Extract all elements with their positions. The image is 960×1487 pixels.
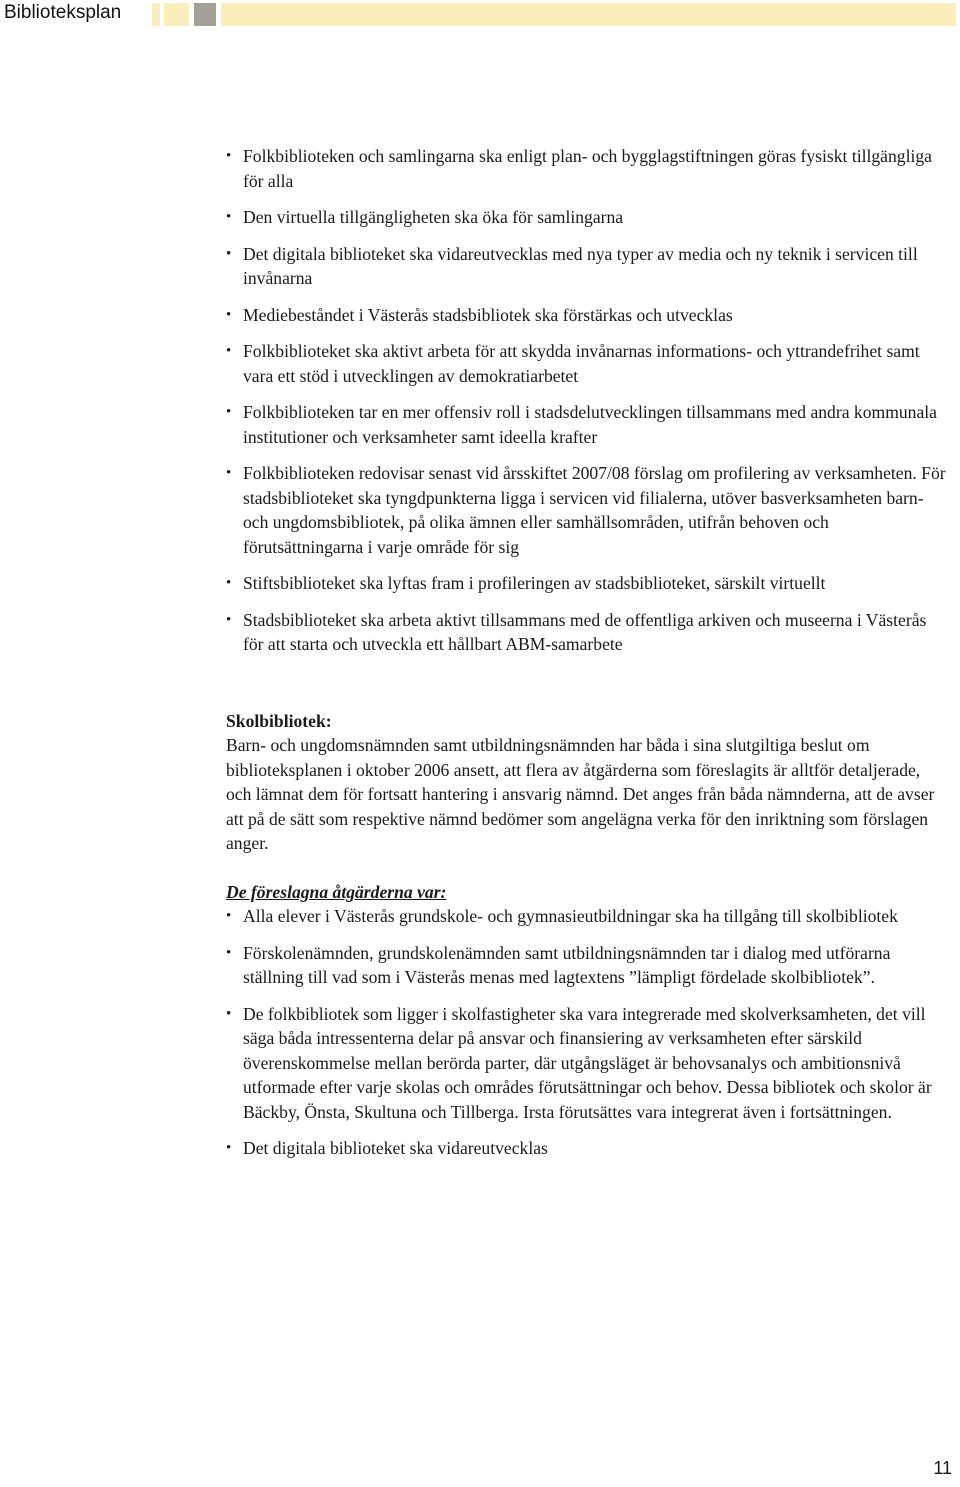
list-item: • De folkbibliotek som ligger i skolfastigheter ska vara integrerade med skolverksamheten, det vill säga båda intressenterna delar på ansvar och finansiering av verksamheten efter särskild överenskommelse mellan berörda parter, där utgångsläget är behovsanalys och ambitionsnivå utformade efter varje skolas och områdes förutsättningar och behov. Dessa bibliotek och skolor är Bäckby, Önsta, Skultuna och Tillberga. Irsta förutsättes vara integrerat även i fortsättningen.	[226, 1002, 946, 1125]
header-decor-bar	[152, 3, 160, 26]
list-item: • Den virtuella tillgängligheten ska öka för samlingarna	[226, 205, 946, 230]
section-paragraph: Barn- och ungdomsnämnden samt utbildningsnämnden har båda i sina slutgiltiga beslut om biblioteksplanen i oktober 2006 ansett, att flera av åtgärderna som föreslagits är alltför detaljerade, och lämnat dem för fortsatt hantering i ansvarig nämnd. Det anges från båda nämnderna, att de avser att på de sätt som respektive nämnd bedömer som angelägna verka för den inriktning som förslagen anger.	[226, 735, 935, 853]
page-number: 11	[933, 1458, 952, 1478]
header-decor-bar	[221, 3, 956, 26]
list-item: • Folkbiblioteket ska aktivt arbeta för att skydda invånarnas informations- och yttrandefrihet samt vara ett stöd i utvecklingen av demokratiarbetet	[226, 339, 946, 388]
list-item: • Alla elever i Västerås grundskole- och gymnasieutbildningar ska ha tillgång till skolbibliotek	[226, 904, 946, 929]
header-decor-bar	[164, 3, 189, 26]
list-item: • Folkbiblioteken tar en mer offensiv roll i stadsdelutvecklingen tillsammans med andra kommunala institutioner och verksamheter samt ideella krafter	[226, 400, 946, 449]
section-heading: Skolbibliotek:	[226, 710, 332, 731]
page-header	[0, 0, 960, 30]
folkbibliotek-goals-list	[226, 144, 946, 657]
list-item: • Stiftsbiblioteket ska lyftas fram i profileringen av stadsbiblioteket, särskilt virtuellt	[226, 571, 946, 596]
header-decor-square	[194, 3, 216, 26]
list-item: • Stadsbiblioteket ska arbeta aktivt tillsammans med de offentliga arkiven och museerna i Västerås för att starta och utveckla ett hållbart ABM-samarbete	[226, 608, 946, 657]
skolbibliotek-measures-list	[226, 904, 946, 1161]
list-item: • Mediebeståndet i Västerås stadsbibliotek ska förstärkas och utvecklas	[226, 303, 946, 328]
section-subheading: De föreslagna åtgärderna var:	[226, 881, 447, 902]
list-item: • Förskolenämnden, grundskolenämnden samt utbildningsnämnden tar i dialog med utförarna ställning till vad som i Västerås menas med lagtextens ”lämpligt fördelade skolbibliotek”.	[226, 941, 946, 990]
list-item: • Folkbiblioteken och samlingarna ska enligt plan- och bygglagstiftningen göras fysiskt tillgängliga för alla	[226, 144, 946, 193]
list-item: • Det digitala biblioteket ska vidareutvecklas	[226, 1136, 946, 1161]
list-item: • Folkbiblioteken redovisar senast vid årsskiftet 2007/08 förslag om profilering av verksamheten. För stadsbiblioteket ska tyngdpunkterna ligga i servicen vid filialerna, utöver basverksamheten barn- och ungdomsbibliotek, på olika ämnen eller samhällsområden, utifrån behoven och förutsättningarna i varje område för sig	[226, 461, 946, 559]
document-body	[226, 144, 946, 1173]
header-title: Biblioteksplan	[4, 2, 122, 23]
list-item: • Det digitala biblioteket ska vidareutvecklas med nya typer av media och ny teknik i servicen till invånarna	[226, 242, 946, 291]
